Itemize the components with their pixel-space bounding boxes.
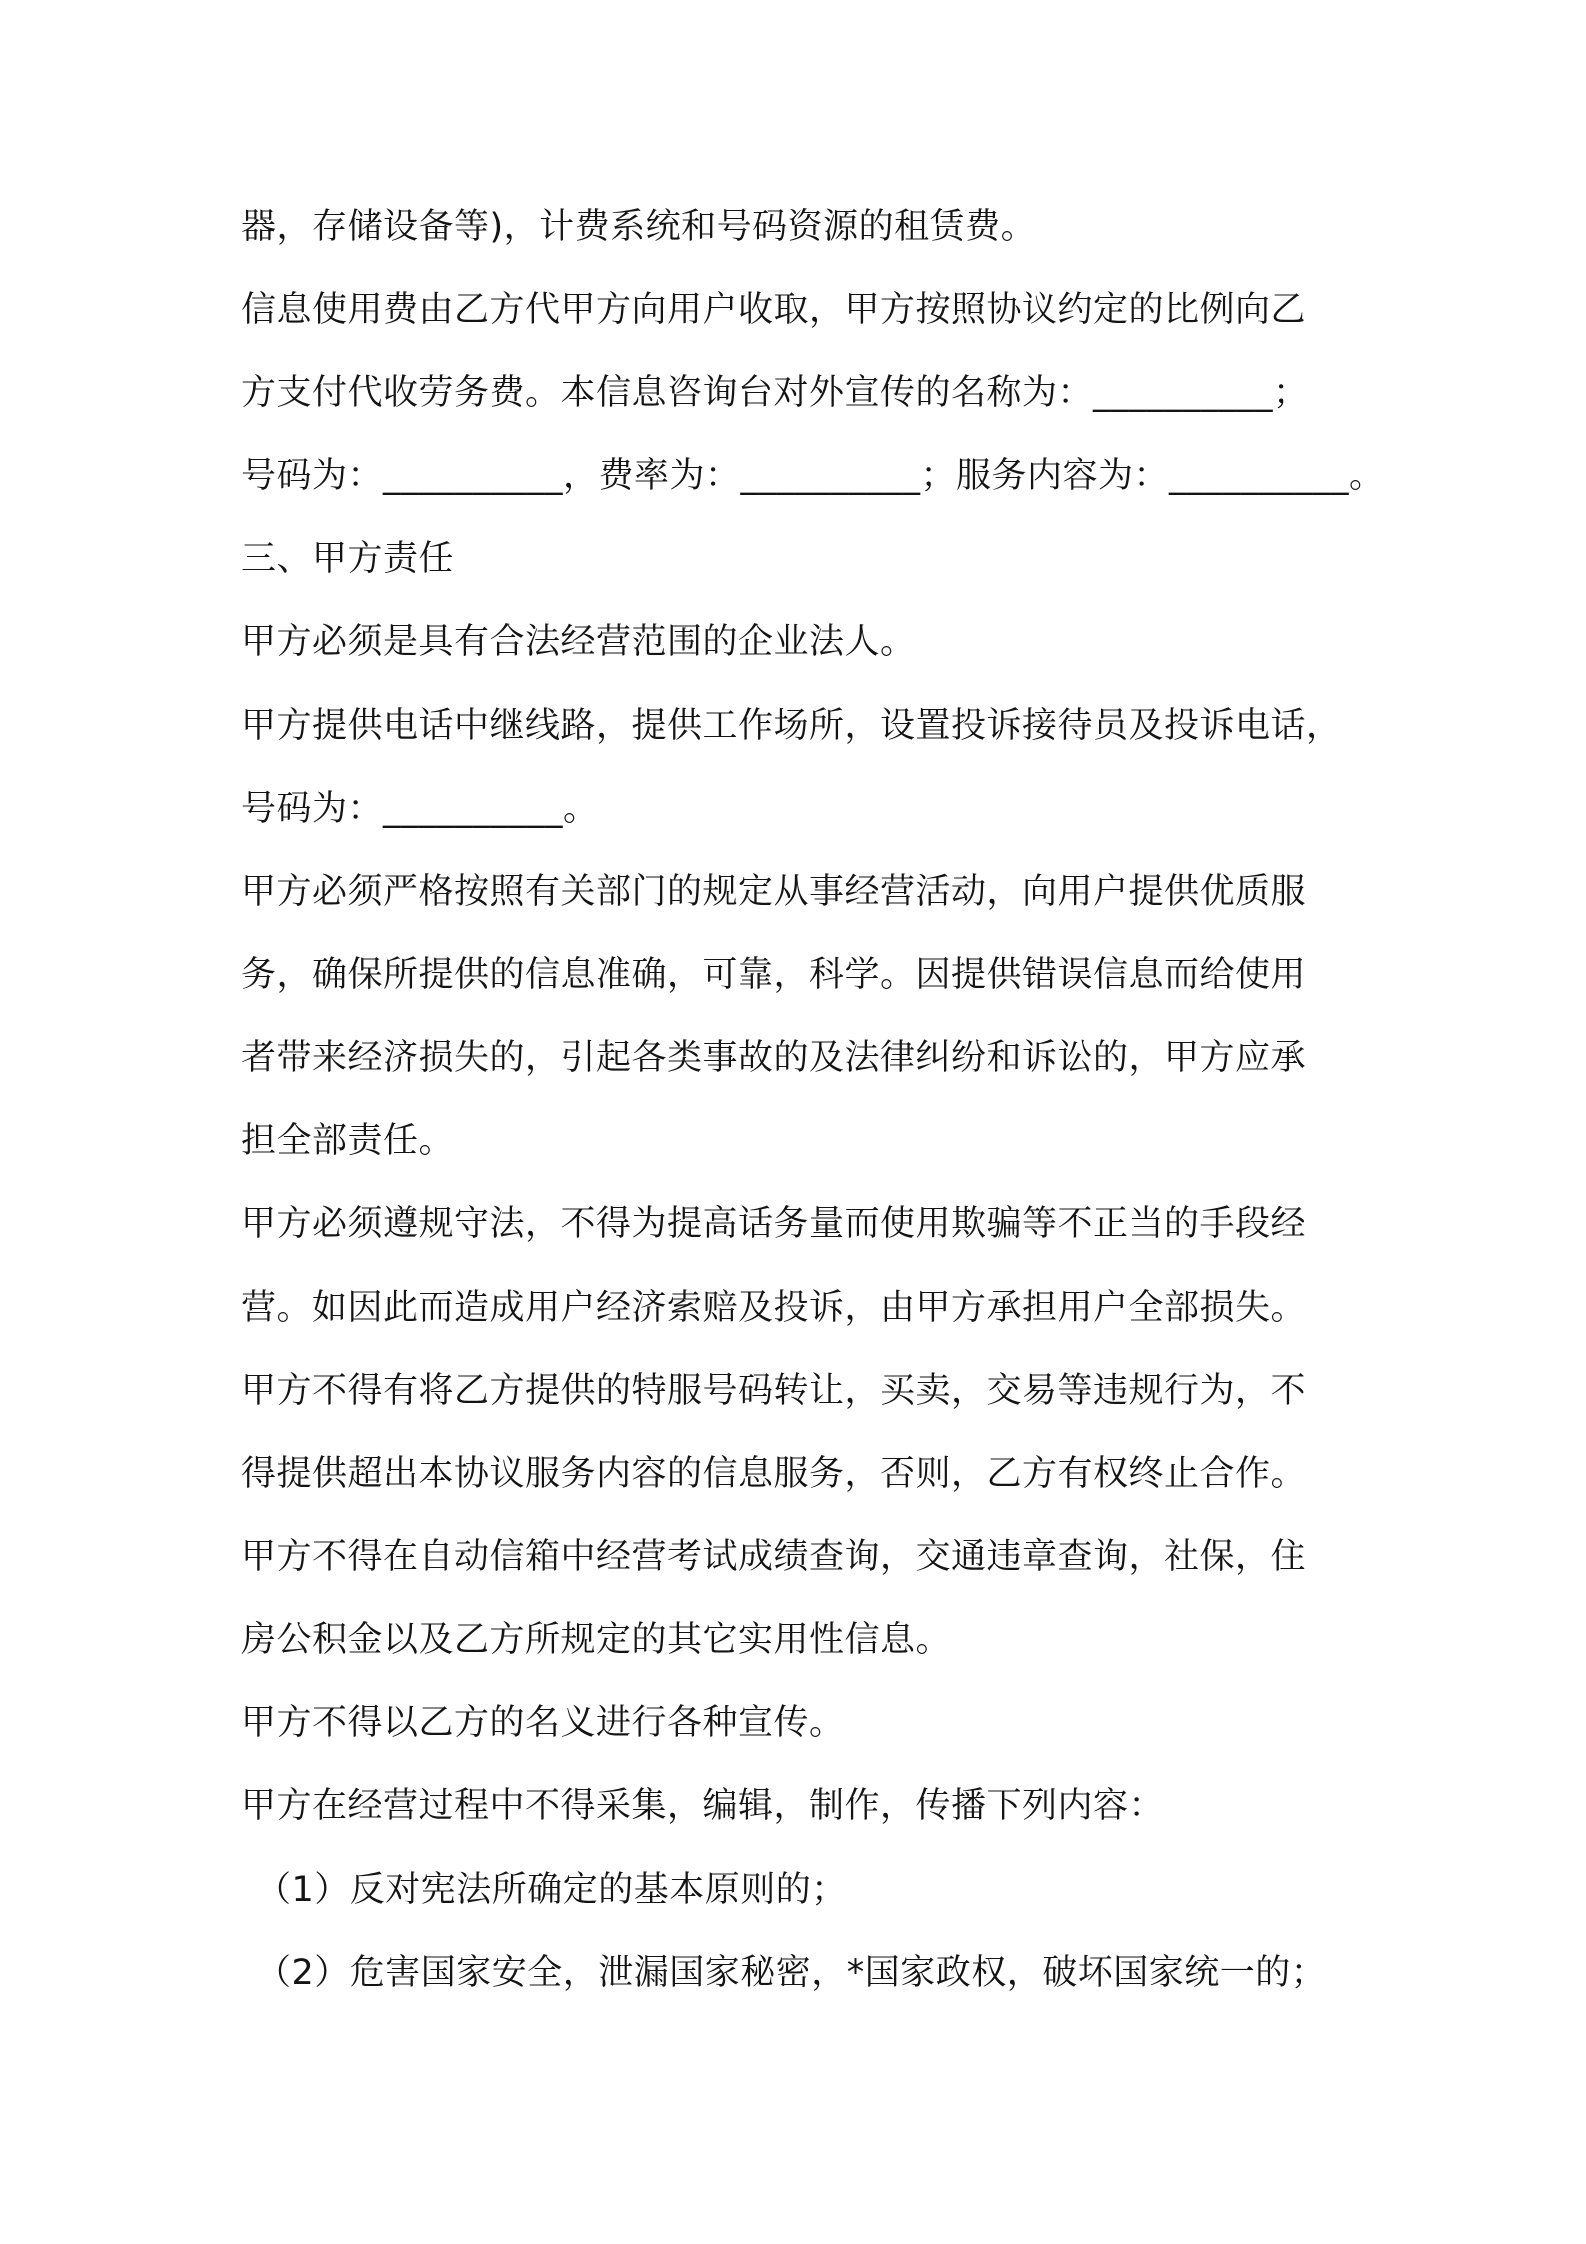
text-line: 方支付代收劳务费。本信息咨询台对外宣传的名称为：__________； bbox=[241, 373, 1309, 413]
list-item: （1）反对宪法所确定的基本原则的； bbox=[256, 1870, 847, 1910]
list-item: （2）危害国家安全，泄漏国家秘密，*国家政权，破坏国家统一的； bbox=[256, 1953, 1327, 1993]
text-line: 号码为：__________，费率为：__________；服务内容为：__________。 bbox=[241, 456, 1385, 496]
text-line: 甲方不得有将乙方提供的特服号码转让，买卖，交易等违规行为，不 bbox=[241, 1371, 1307, 1411]
text-line: 信息使用费由乙方代甲方向用户收取，甲方按照协议约定的比例向乙 bbox=[241, 290, 1307, 330]
text-line: 房公积金以及乙方所规定的其它实用性信息。 bbox=[241, 1620, 952, 1660]
text-line: 甲方不得以乙方的名义进行各种宣传。 bbox=[241, 1703, 845, 1743]
text-line: 务，确保所提供的信息准确，可靠，科学。因提供错误信息而给使用 bbox=[241, 955, 1307, 995]
text-line: 营。如因此而造成用户经济索赔及投诉，由甲方承担用户全部损失。 bbox=[241, 1288, 1307, 1328]
text-line: 甲方必须严格按照有关部门的规定从事经营活动，向用户提供优质服 bbox=[241, 872, 1307, 912]
text-line: 者带来经济损失的，引起各类事故的及法律纠纷和诉讼的，甲方应承 bbox=[241, 1038, 1307, 1078]
text-line: 甲方在经营过程中不得采集，编辑，制作，传播下列内容： bbox=[241, 1786, 1165, 1826]
text-line: 器，存储设备等)，计费系统和号码资源的租赁费。 bbox=[241, 207, 1037, 247]
text-line: 号码为：__________。 bbox=[241, 789, 599, 829]
text-line: 得提供超出本协议服务内容的信息服务，否则，乙方有权终止合作。 bbox=[241, 1454, 1307, 1494]
section-heading: 三、甲方责任 bbox=[241, 539, 455, 579]
text-line: 甲方必须是具有合法经营范围的企业法人。 bbox=[241, 622, 916, 662]
text-line: 甲方必须遵规守法，不得为提高话务量而使用欺骗等不正当的手段经 bbox=[241, 1204, 1307, 1244]
text-line: 担全部责任。 bbox=[241, 1121, 455, 1161]
text-line: 甲方提供电话中继线路，提供工作场所，设置投诉接待员及投诉电话， bbox=[241, 706, 1342, 746]
text-line: 甲方不得在自动信箱中经营考试成绩查询，交通违章查询，社保，住 bbox=[241, 1537, 1307, 1577]
